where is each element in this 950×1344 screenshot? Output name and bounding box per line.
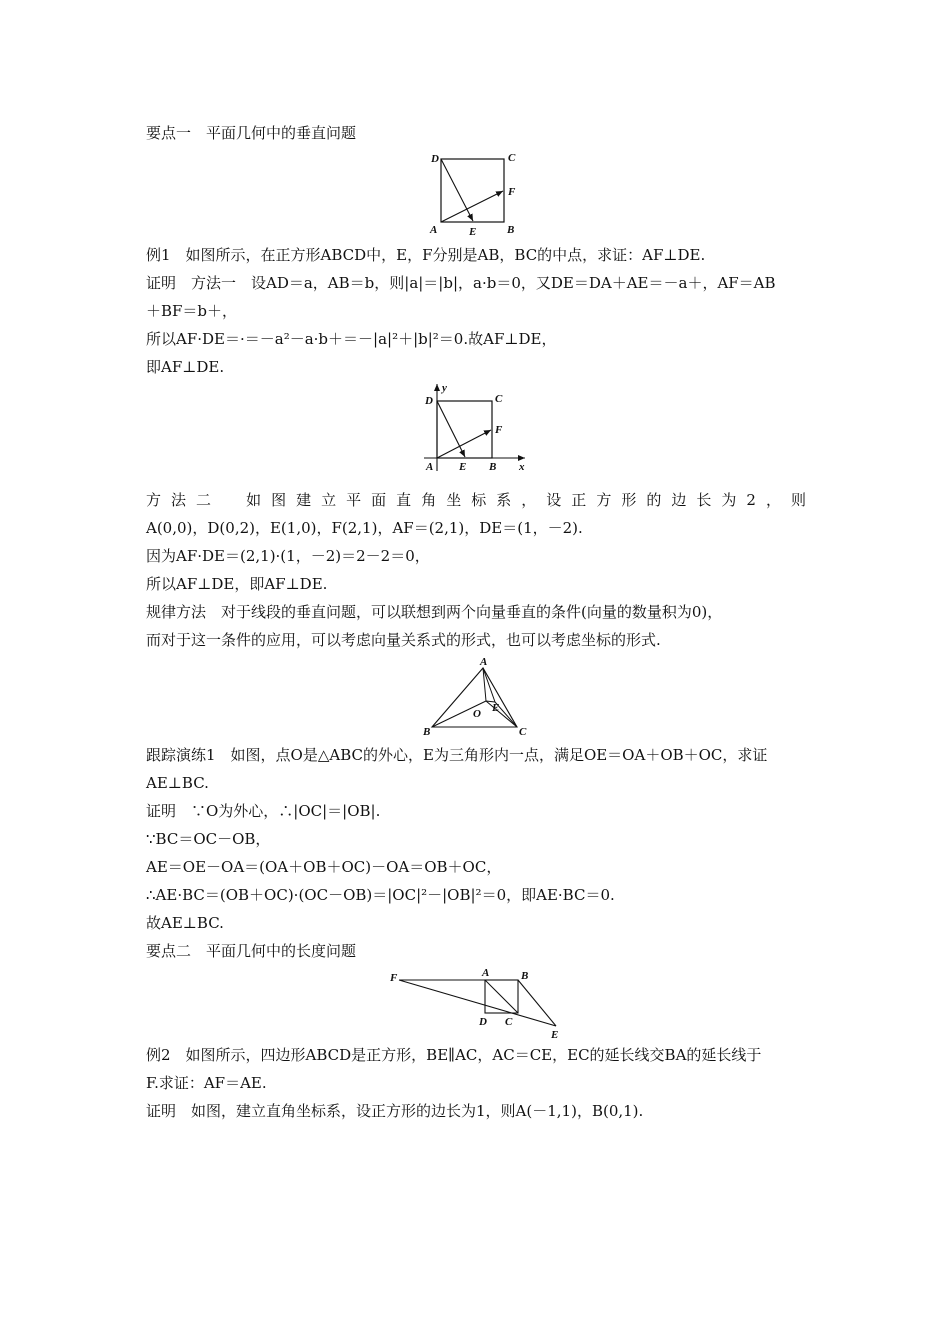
fig4-label-a: A	[482, 967, 490, 979]
fig1-label-a: A	[430, 224, 438, 236]
proof-line: 证明 方法一 设AD＝a，AB＝b，则|a|＝|b|，a·b＝0，又DE＝DA＋AE＝－a＋，AF＝AB	[146, 274, 776, 292]
proof-line: 即AF⊥DE.	[146, 358, 225, 376]
example-2-statement: 例2 如图所示，四边形ABCD是正方形，BE∥AC，AC＝CE，EC的延长线交BA的延长线于	[146, 1046, 762, 1064]
fig4-label-b: B	[521, 970, 529, 982]
example-2-statement: F.求证：AF＝AE.	[146, 1074, 267, 1092]
fig2-label-a: A	[426, 461, 434, 473]
fig2-label-x: x	[519, 461, 525, 473]
proof-line: 证明 ∵O为外心，∴|OC|＝|OB|.	[146, 802, 381, 820]
fig4-label-c: C	[505, 1016, 513, 1028]
fig1-label-c: C	[508, 152, 516, 164]
fig2-label-b: B	[489, 461, 497, 473]
fig2-label-f: F	[495, 424, 503, 436]
fig1-label-b: B	[507, 224, 515, 236]
fig1-label-d: D	[431, 153, 439, 165]
proof-line: 故AE⊥BC.	[146, 914, 224, 932]
fig3-label-e: E	[492, 702, 500, 714]
method-2-line: A(0,0)，D(0,2)，E(1,0)，F(2,1)，AF＝(2,1)，DE＝(1，－2).	[146, 519, 583, 537]
rule-method-line: 而对于这一条件的应用，可以考虑向量关系式的形式，也可以考虑坐标的形式.	[146, 631, 661, 649]
method-2-line: 所以AF⊥DE，即AF⊥DE.	[146, 575, 328, 593]
fig2-label-y: y	[442, 382, 447, 394]
proof-line: AE＝OE－OA＝(OA＋OB＋OC)－OA＝OB＋OC，	[146, 858, 502, 876]
example-1-statement: 例1 如图所示，在正方形ABCD中，E，F分别是AB，BC的中点，求证：AF⊥DE.	[146, 246, 706, 264]
fig2-label-d: D	[425, 395, 433, 407]
proof-line: 证明 如图，建立直角坐标系，设正方形的边长为1，则A(－1,1)，B(0,1).	[146, 1102, 644, 1120]
fig4-label-d: D	[479, 1016, 487, 1028]
fig4-label-e: E	[551, 1029, 559, 1041]
figure-square-1	[425, 148, 525, 238]
section-heading-1: 要点一 平面几何中的垂直问题	[146, 124, 357, 142]
tracking-exercise-statement: AE⊥BC.	[146, 774, 209, 792]
fig3-label-c: C	[519, 726, 527, 738]
method-2-line: 因为AF·DE＝(2,1)·(1，－2)＝2－2＝0，	[146, 547, 430, 565]
fig2-label-e: E	[459, 461, 467, 473]
tracking-exercise-statement: 跟踪演练1 如图，点O是△ABC的外心，E为三角形内一点，满足OE＝OA＋OB＋OC，求证	[146, 746, 768, 764]
fig4-label-f: F	[390, 972, 398, 984]
proof-line: ∴AE·BC＝(OB＋OC)·(OC－OB)＝|OC|²－|OB|²＝0，即AE·BC＝0.	[146, 886, 615, 904]
fig3-label-a: A	[480, 656, 488, 668]
figure-triangle-circumcenter	[418, 654, 538, 739]
figure-square-extension	[385, 964, 575, 1042]
figure-coordinate-square	[420, 380, 535, 475]
section-heading-2: 要点二 平面几何中的长度问题	[146, 942, 357, 960]
proof-line: 所以AF·DE＝·＝－a²－a·b＋＝－|a|²＋|b|²＝0.故AF⊥DE，	[146, 330, 557, 348]
proof-line: ＋BF＝b＋，	[146, 302, 238, 320]
proof-line: ∵BC＝OC－OB，	[146, 830, 271, 848]
fig2-label-c: C	[495, 393, 503, 405]
fig3-label-b: B	[423, 726, 431, 738]
rule-method-line: 规律方法 对于线段的垂直问题，可以联想到两个向量垂直的条件(向量的数量积为0)，	[146, 603, 723, 621]
fig1-label-e: E	[469, 226, 477, 238]
fig3-label-o: O	[473, 708, 481, 720]
fig1-label-f: F	[508, 186, 516, 198]
method-2-line: 方法二 如图建立平面直角坐标系，设正方形的边长为2，则	[146, 491, 806, 509]
